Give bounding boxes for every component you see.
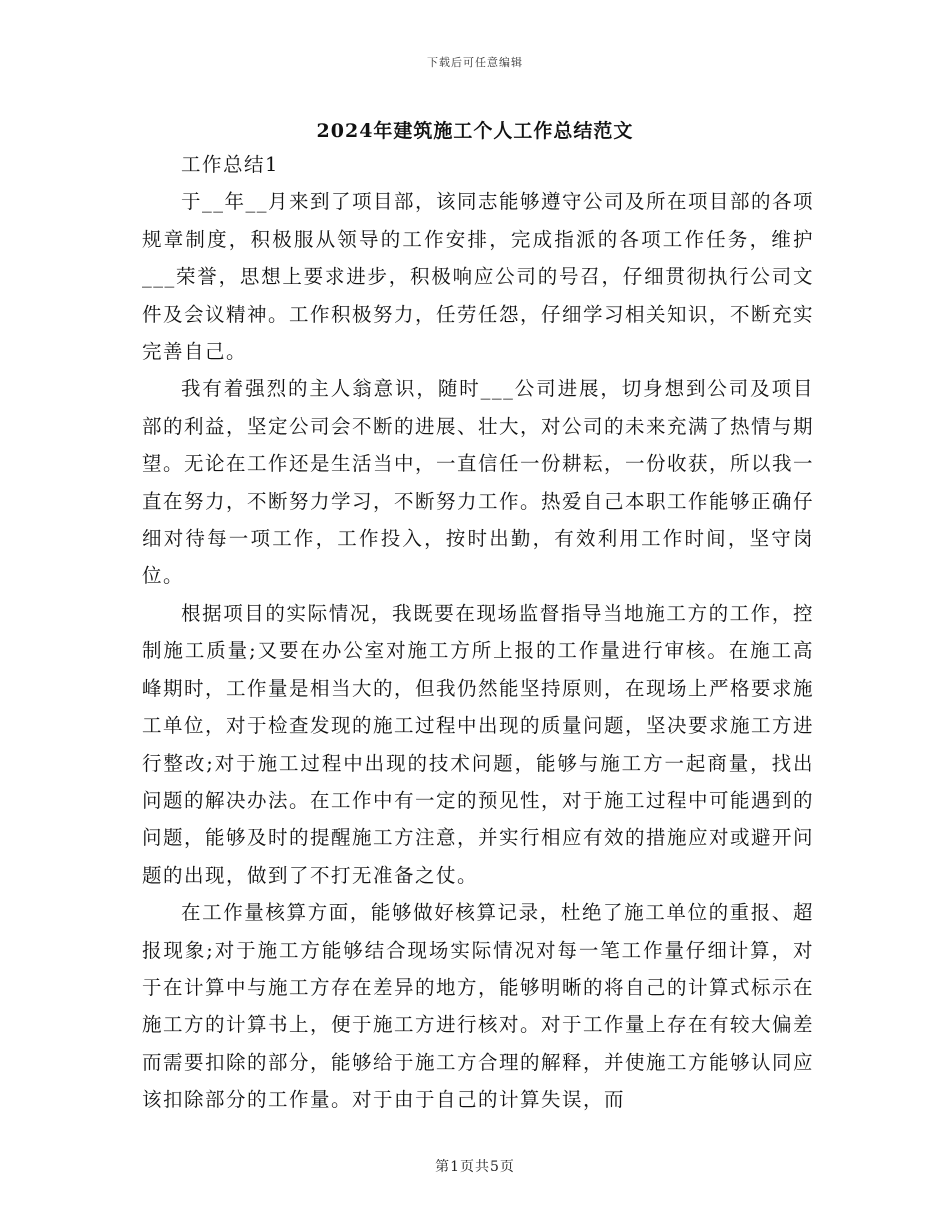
document-title: 2024年建筑施工个人工作总结范文 [316, 120, 634, 142]
document-body [142, 146, 814, 1119]
section-label: 工作总结1 [181, 153, 279, 176]
paragraph-4: 在工作量核算方面，能够做好核算记录，杜绝了施工单位的重报、超报现象;对于施工方能够结合现场实际情况对每一笔工作量仔细计算，对于在计算中与施工方存在差异的地方，能够明晰的将自己的计算式标示在施工方的计算书上，便于施工方进行核对。对于工作量上存在有较大偏差而需要扣除的部分，能够给于施工方合理的解释，并使施工方能够认同应该扣除部分的工作量。对于由于自己的计算失误，而 [142, 901, 815, 1112]
paragraph-2: 我有着强烈的主人翁意识，随时___公司进展，切身想到公司及项目部的利益，坚定公司会不断的进展、壮大，对公司的未来充满了热情与期望。无论在工作还是生活当中，一直信任一份耕耘，一份收获，所以我一直在努力，不断努力学习，不断努力工作。热爱自己本职工作能够正确仔细对待每一项工作，工作投入，按时出勤，有效利用工作时间，坚守岗位。 [142, 377, 815, 588]
paragraph-3: 根据项目的实际情况，我既要在现场监督指导当地施工方的工作，控制施工质量;又要在办公室对施工方所上报的工作量进行审核。在施工高峰期时，工作量是相当大的，但我仍然能坚持原则，在现场上严格要求施工单位，对于检查发现的施工过程中出现的质量问题，坚决要求施工方进行整改;对于施工过程中出现的技术问题，能够与施工方一起商量，找出问题的解决办法。在工作中有一定的预见性，对于施工过程中可能遇到的问题，能够及时的提醒施工方注意，并实行相应有效的措施应对或避开问题的出现，做到了不打无准备之仗。 [142, 601, 815, 887]
page-header: 下载后可任意编辑 [427, 56, 523, 69]
paragraph-1: 于__年__月来到了项目部，该同志能够遵守公司及所在项目部的各项规章制度，积极服从领导的工作安排，完成指派的各项工作任务，维护___荣誉，思想上要求进步，积极响应公司的号召，仔细贯彻执行公司文件及会议精神。工作积极努力，任劳任怨，仔细学习相关知识，不断充实完善自己。 [142, 190, 815, 364]
page-footer: 第1页共5页 [435, 1159, 515, 1175]
